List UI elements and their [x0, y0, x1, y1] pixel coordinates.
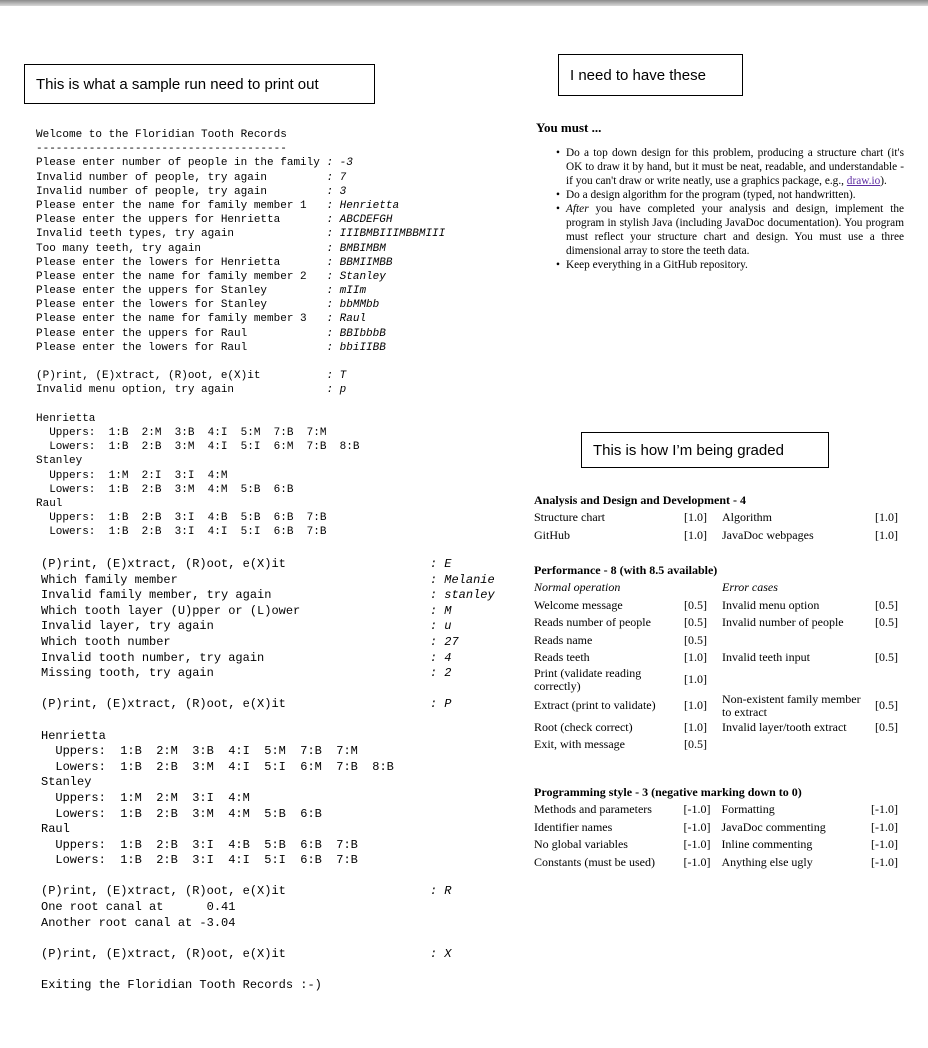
grading-criterion	[722, 736, 872, 754]
grading-criterion: JavaDoc commenting	[721, 819, 826, 834]
terminal-prompt: Please enter the uppers for Raul	[36, 327, 248, 340]
terminal-input: : stanley	[429, 588, 495, 603]
terminal-line	[36, 369, 445, 383]
grading-points: [1.0]	[875, 510, 898, 525]
sample-run-output-continued	[41, 557, 495, 994]
terminal-input: : T	[326, 370, 347, 383]
terminal-prompt: Lowers: 1:B 2:B 3:M 4:M 5:B 6:B	[36, 483, 294, 496]
terminal-prompt: Uppers: 1:B 2:M 3:B 4:I 5:M 7:B 7:M	[36, 426, 327, 439]
terminal-input: : E	[429, 557, 452, 571]
terminal-line	[36, 497, 445, 511]
requirement-item	[566, 146, 904, 188]
requirement-text-end: ).	[880, 175, 887, 187]
terminal-prompt: Please enter the name for family member 1	[36, 199, 307, 212]
terminal-line	[41, 822, 495, 838]
grading-points: [-1.0]	[683, 819, 711, 834]
grading-points: [-1.0]	[871, 802, 898, 817]
grading-criterion	[722, 632, 872, 650]
terminal-line	[36, 525, 445, 539]
grading-points: [-1.0]	[871, 837, 898, 852]
terminal-line	[41, 978, 495, 994]
requirement-item	[566, 202, 904, 258]
terminal-line	[36, 398, 445, 412]
grading-row	[534, 693, 898, 719]
grading-criterion: Constants (must be used)	[534, 854, 655, 869]
grading-criterion: Welcome message	[534, 597, 623, 612]
terminal-prompt: Uppers: 1:M 2:M 3:I 4:M	[41, 790, 250, 805]
performance-title: Performance - 8 (with 8.5 available)	[534, 563, 718, 577]
terminal-line	[41, 947, 495, 963]
terminal-prompt: Too many teeth, try again	[36, 242, 202, 255]
terminal-input: : -3	[326, 157, 353, 170]
terminal-prompt: Please enter the name for family member 3	[36, 313, 307, 326]
grading-criterion: Non-existent family member to extract	[722, 691, 861, 719]
terminal-prompt: Please enter the lowers for Henrietta	[36, 256, 281, 269]
requirement-emphasis: After	[566, 203, 589, 215]
grading-criterion: Algorithm	[722, 510, 772, 525]
grading-criterion: Extract (print to validate)	[534, 698, 656, 712]
terminal-prompt: (P)rint, (E)xtract, (R)oot, e(X)it	[41, 557, 286, 571]
grading-row	[534, 649, 898, 667]
grading-criterion: Print (validate reading correctly)	[534, 665, 642, 693]
requirement-text: Do a top down design for this problem, producing a structure chart (it's OK to draw it by hand, but it must be neat, readable, and understandable - if you can't draw or write neatly, use a graphics package, e.g.,	[566, 147, 904, 187]
terminal-line	[36, 213, 445, 227]
terminal-line	[36, 412, 445, 426]
requirement-item	[566, 188, 904, 202]
terminal-prompt: (P)rint, (E)xtract, (R)oot, e(X)it	[41, 884, 286, 899]
terminal-line	[41, 916, 495, 932]
terminal-line	[41, 588, 495, 604]
grading-row	[534, 614, 898, 632]
terminal-prompt: Invalid family member, try again	[41, 588, 272, 603]
grading-criterion: Invalid menu option	[722, 597, 820, 612]
terminal-input: : Melanie	[429, 572, 495, 587]
grading-criterion: Anything else ugly	[721, 854, 813, 869]
terminal-prompt: Another root canal at -3.04	[41, 915, 236, 930]
grading-points: [-1.0]	[683, 854, 711, 869]
terminal-prompt: Stanley	[41, 775, 92, 790]
terminal-prompt: Please enter the name for family member 2	[36, 270, 307, 283]
terminal-prompt: Which tooth layer (U)pper or (L)ower	[41, 603, 301, 618]
callout-sample-run	[24, 64, 375, 104]
grading-points: [-1.0]	[871, 854, 898, 869]
terminal-input: : bbMMbb	[326, 299, 380, 312]
terminal-input: : Stanley	[326, 270, 386, 283]
terminal-prompt: Henrietta	[36, 412, 96, 425]
grading-points: [0.5]	[875, 719, 898, 734]
terminal-prompt: Invalid menu option, try again	[36, 384, 235, 397]
grading-points: [0.5]	[684, 597, 707, 612]
terminal-input: : u	[429, 619, 452, 634]
grading-criterion	[722, 667, 872, 693]
terminal-prompt: Please enter the lowers for Stanley	[36, 299, 268, 312]
terminal-line	[36, 469, 445, 483]
terminal-prompt: Invalid layer, try again	[41, 619, 214, 634]
sample-run-output	[36, 128, 445, 539]
terminal-line	[36, 327, 445, 341]
terminal-line	[41, 884, 495, 900]
terminal-line	[36, 227, 445, 241]
style-table	[534, 801, 898, 871]
grading-points	[684, 579, 722, 597]
callout-grading	[581, 432, 829, 468]
terminal-input: : bbiIIBB	[326, 341, 386, 354]
terminal-prompt: Invalid number of people, try again	[36, 185, 268, 198]
terminal-input: : 2	[429, 666, 452, 681]
grading-points: [-1.0]	[683, 837, 711, 852]
terminal-input: : X	[429, 946, 452, 961]
terminal-line	[36, 511, 445, 525]
grading-criterion: JavaDoc webpages	[722, 527, 814, 542]
grading-points: [1.0]	[684, 527, 707, 542]
grading-points: [0.5]	[684, 632, 707, 647]
terminal-prompt: Uppers: 1:B 2:B 3:I 4:B 5:B 6:B 7:B	[41, 837, 358, 852]
terminal-line	[41, 775, 495, 791]
requirements-title: You must ...	[536, 120, 602, 135]
terminal-line	[41, 729, 495, 745]
grading-row	[534, 667, 898, 693]
terminal-prompt: Henrietta	[41, 728, 106, 743]
callout-sample-text: This is what a sample run need to print out	[36, 75, 319, 93]
grading-points: [1.0]	[684, 719, 707, 734]
grading-criterion: Reads name	[534, 632, 593, 647]
terminal-prompt: Lowers: 1:B 2:B 3:M 4:I 5:I 6:M 7:B 8:B	[36, 441, 360, 454]
terminal-prompt: Lowers: 1:B 2:B 3:I 4:I 5:I 6:B 7:B	[36, 526, 327, 539]
grading-criterion: Normal operation	[534, 580, 621, 595]
terminal-input: : 27	[429, 634, 459, 649]
requirement-item	[566, 258, 904, 272]
terminal-prompt: Which family member	[41, 572, 178, 587]
terminal-prompt: Please enter the uppers for Stanley	[36, 285, 268, 298]
terminal-line	[41, 931, 495, 947]
terminal-prompt: Invalid tooth number, try again	[41, 650, 265, 665]
terminal-input: : Raul	[326, 313, 367, 326]
grading-points: [-1.0]	[871, 819, 898, 834]
grading-points: [0.5]	[875, 615, 898, 630]
terminal-line	[36, 256, 445, 270]
grading-row	[534, 736, 898, 754]
terminal-prompt: Exiting the Floridian Tooth Records :-)	[41, 978, 322, 993]
grading-criterion: Invalid layer/tooth extract	[722, 719, 847, 734]
grading-criterion: Error cases	[722, 580, 778, 595]
terminal-prompt: Stanley	[36, 455, 83, 468]
grading-criterion: Inline commenting	[721, 837, 813, 852]
grading-points	[872, 632, 898, 650]
terminal-line	[36, 341, 445, 355]
grading-row	[534, 632, 898, 650]
grading-criterion: Reads number of people	[534, 615, 651, 630]
terminal-input: : R	[429, 884, 452, 899]
terminal-line	[41, 744, 495, 760]
terminal-line	[41, 713, 495, 729]
terminal-input: : 3	[326, 185, 347, 198]
grading-row	[534, 854, 898, 872]
grading-points: [1.0]	[684, 672, 707, 686]
grading-points: [0.5]	[875, 650, 898, 665]
terminal-line	[36, 142, 445, 156]
terminal-prompt: Raul	[36, 497, 63, 510]
drawio-link[interactable]: draw.io	[846, 175, 881, 187]
terminal-prompt: Which tooth number	[41, 634, 171, 649]
analysis-title: Analysis and Design and Development - 4	[534, 493, 747, 507]
terminal-line	[41, 651, 495, 667]
terminal-line	[41, 666, 495, 682]
terminal-input: : ABCDEFGH	[326, 214, 393, 227]
terminal-line	[36, 270, 445, 284]
terminal-line	[41, 807, 495, 823]
terminal-input: : BBIbbbB	[326, 327, 386, 340]
terminal-line	[41, 853, 495, 869]
grading-points: [-1.0]	[683, 802, 711, 817]
callout-graded-text: This is how I’m being graded	[593, 441, 784, 459]
terminal-prompt: (P)rint, (E)xtract, (R)oot, e(X)it	[41, 946, 286, 961]
terminal-prompt: Invalid number of people, try again	[36, 171, 268, 184]
grading-row	[534, 597, 898, 615]
terminal-input: : 7	[326, 171, 347, 184]
grading-points: [0.5]	[875, 597, 898, 612]
grading-criterion: Formatting	[721, 802, 775, 817]
terminal-prompt: --------------------------------------	[36, 143, 287, 156]
grading-criterion: Invalid teeth input	[722, 650, 810, 665]
grading-points: [1.0]	[875, 527, 898, 542]
grading-row	[534, 527, 898, 545]
window-top-border	[0, 0, 928, 6]
terminal-line	[41, 697, 495, 713]
terminal-input: : mIIm	[326, 285, 367, 298]
terminal-prompt: (P)rint, (E)xtract, (R)oot, e(X)it	[36, 370, 261, 383]
terminal-line	[36, 383, 445, 397]
terminal-prompt: Lowers: 1:B 2:B 3:M 4:I 5:I 6:M 7:B 8:B	[41, 759, 394, 774]
terminal-line	[41, 619, 495, 635]
terminal-input: : BBMIIMBB	[326, 256, 393, 269]
grading-criterion: GitHub	[534, 527, 570, 542]
grading-criterion: No global variables	[534, 837, 628, 852]
analysis-table	[534, 509, 898, 544]
terminal-line	[41, 869, 495, 885]
performance-table	[534, 579, 898, 754]
terminal-line	[36, 454, 445, 468]
grading-row	[534, 719, 898, 737]
grading-points: [0.5]	[684, 615, 707, 630]
terminal-prompt: Lowers: 1:B 2:B 3:I 4:I 5:I 6:B 7:B	[41, 853, 358, 868]
terminal-input: : P	[429, 697, 452, 712]
terminal-line	[41, 838, 495, 854]
terminal-prompt: Please enter the lowers for Raul	[36, 341, 248, 354]
terminal-line	[41, 791, 495, 807]
grading-criterion: Invalid number of people	[722, 615, 844, 630]
grading-criterion: Exit, with message	[534, 737, 625, 752]
terminal-prompt: Welcome to the Floridian Tooth Records	[36, 129, 287, 141]
requirement-text: Keep everything in a GitHub repository.	[566, 259, 748, 271]
terminal-line	[36, 355, 445, 369]
grading-row	[534, 801, 898, 819]
style-title: Programming style - 3 (negative marking down to 0)	[534, 785, 802, 799]
terminal-line	[41, 573, 495, 589]
grading-points: [1.0]	[684, 698, 707, 712]
terminal-line	[36, 199, 445, 213]
terminal-line	[36, 312, 445, 326]
grading-header-row	[534, 579, 898, 597]
requirement-text: Do a design algorithm for the program (typed, not handwritten).	[566, 189, 856, 201]
grading-points	[872, 579, 898, 597]
terminal-line	[36, 440, 445, 454]
terminal-prompt: One root canal at 0.41	[41, 900, 236, 915]
terminal-line	[36, 483, 445, 497]
terminal-line	[36, 171, 445, 185]
callout-need-text: I need to have these	[570, 66, 706, 84]
grading-points	[872, 667, 898, 693]
terminal-line	[41, 682, 495, 698]
grading-criterion: Methods and parameters	[534, 802, 652, 817]
grading-criterion: Identifier names	[534, 819, 613, 834]
terminal-line	[41, 760, 495, 776]
grading-row	[534, 836, 898, 854]
terminal-line	[36, 185, 445, 199]
terminal-prompt: Missing tooth, try again	[41, 666, 214, 681]
terminal-prompt: Uppers: 1:B 2:M 3:B 4:I 5:M 7:B 7:M	[41, 744, 358, 759]
terminal-input: : M	[429, 603, 452, 618]
terminal-line	[41, 900, 495, 916]
terminal-input: : 4	[429, 650, 452, 665]
grading-criterion: Reads teeth	[534, 650, 590, 665]
terminal-line	[41, 962, 495, 978]
callout-requirements	[558, 54, 743, 96]
terminal-line	[41, 635, 495, 651]
terminal-prompt: Please enter number of people in the family	[36, 157, 320, 170]
grading-points: [1.0]	[684, 510, 707, 525]
terminal-line	[41, 557, 495, 573]
terminal-prompt: Invalid teeth types, try again	[36, 228, 235, 241]
terminal-line	[41, 604, 495, 620]
terminal-prompt: Uppers: 1:M 2:I 3:I 4:M	[36, 469, 228, 482]
terminal-line	[36, 284, 445, 298]
grading-points: [0.5]	[875, 698, 898, 712]
terminal-prompt: Lowers: 1:B 2:B 3:M 4:M 5:B 6:B	[41, 806, 322, 821]
terminal-input: : Henrietta	[326, 199, 400, 212]
terminal-line	[36, 156, 445, 170]
grading-criterion: Root (check correct)	[534, 719, 633, 734]
terminal-line	[36, 128, 445, 142]
terminal-prompt: (P)rint, (E)xtract, (R)oot, e(X)it	[41, 697, 286, 712]
grading-row	[534, 819, 898, 837]
grading-row	[534, 509, 898, 527]
grading-criterion: Structure chart	[534, 510, 605, 525]
grading-points: [0.5]	[684, 737, 707, 752]
terminal-input: : p	[326, 384, 347, 397]
terminal-prompt: Raul	[41, 822, 70, 837]
requirements-list	[536, 146, 904, 272]
terminal-line	[36, 426, 445, 440]
terminal-line	[36, 242, 445, 256]
terminal-prompt: Please enter the uppers for Henrietta	[36, 214, 281, 227]
requirement-text: you have completed your analysis and design, implement the program in stylish Java (including JavaDoc documentation). You program must reflect your structure chart and design. You must use a three dimensional array to store the teeth data.	[566, 203, 904, 257]
grading-points	[872, 736, 898, 754]
grading-points: [1.0]	[684, 650, 707, 665]
terminal-input: : BMBIMBM	[326, 242, 386, 255]
terminal-line	[36, 298, 445, 312]
terminal-input: : IIIBMBIIIMBBMIII	[326, 228, 446, 241]
terminal-prompt: Uppers: 1:B 2:B 3:I 4:B 5:B 6:B 7:B	[36, 512, 327, 525]
requirements-panel	[536, 116, 906, 298]
